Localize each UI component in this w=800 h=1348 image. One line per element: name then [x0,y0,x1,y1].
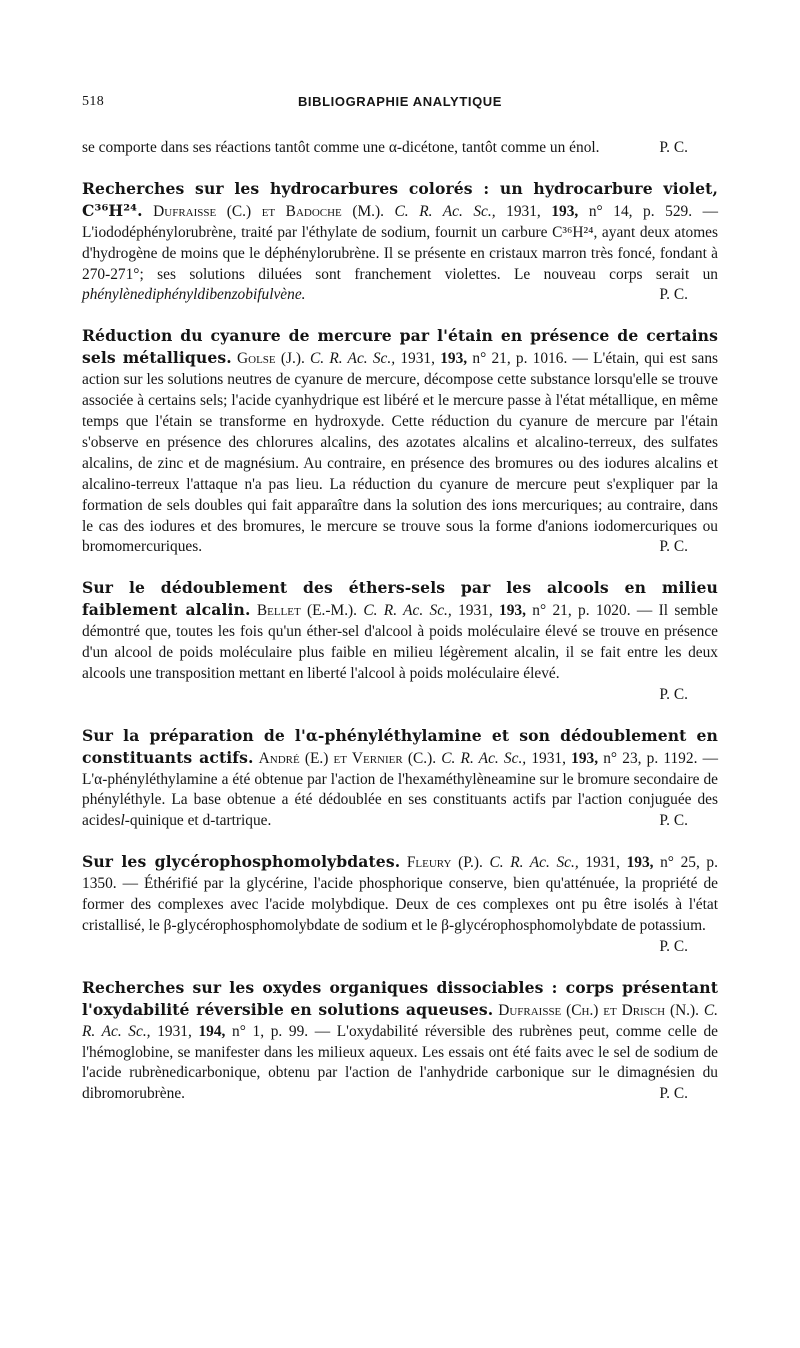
entry-title: Réduction du cyanure de mercure par l'étain en présence de certains sels métalliques. [82,326,718,368]
entry-journal: C. R. Ac. Sc., [489,854,579,872]
page-number: 518 [82,94,105,109]
entry-issue-page: n° 23, p. 1192. [603,749,698,767]
entry-year: 1931, [458,602,493,620]
entry-body-italic: phénylènediphényldibenzobifulvène. [82,286,306,304]
entry-body: — L'étain, qui est sans action sur les solutions neutres de cyanure de mercure, décompose cette substance lorsqu'elle se trouve associée à certains sels; l'acide cyanhydrique est libéré et le mercure passe à l'état métallique, en même temps que l'étain se transforme en hydroxyde. Cette réduction du cyanure de mercure par l'étain s'observe en présence des chlorures alcalins, des azotates alcalins et alcalino-terreux, des sulfates alcalins, de zinc et de magnésium. Au contraire, en présence des bromures ou des iodures alcalins et alcalino-terreux l'attaque n'a pas lieu. La réduction du cyanure de mercure peut s'expliquer par la formation de sels doubles qui fait apparaître dans la solution des ions mercuriques; au contraire, dans le cas des iodures et des bromures, le mercure se trouve sous la forme d'anions iodomercuriques ou bromomercuriques. [82,350,719,556]
entry-authors: André (E.) et Vernier (C.). [258,749,437,767]
entry-body: — Éthérifié par la glycérine, l'acide phosphorique conserve, bien qu'atténuée, la propriété de former des complexes avec l'acide molybdique. Deux de ces complexes ont pu être isolés à l'état cristallisé, le β-glycérophosphomolybdate de sodium et le β-glycérophosphomolybdate de potassium. [82,875,718,934]
entry-year: 1931, [506,202,541,220]
entry-signature: P. C. [659,538,688,556]
entry-issue-page: n° 21, p. 1020. [532,602,631,620]
abstract-entry [82,852,718,958]
entry-issue-page: n° 1, p. 99. [232,1022,309,1040]
entry-title: Sur le dédoublement des éthers-sels par les alcools en milieu faiblement alcalin. [82,578,718,620]
page-header [82,94,718,114]
entry-title: Recherches sur les hydrocarbures colorés : un hydrocarbure violet, C³⁶H²⁴. [82,178,718,220]
entry-volume: 193, [440,350,468,368]
entry-authors: Bellet (E.-M.). [256,602,358,620]
entry-authors: Fleury (P.). [406,854,483,872]
entry-body-end: -quinique et d-tartrique. [124,812,272,830]
entry-body: — L'iododéphénylorubrène, traité par l'éthylate de sodium, fournit un carbure C³⁶H²⁴, ayant deux atomes d'hydrogène de moins que le déphénylorubrène. Il se présente en cristaux marron très foncé, fondant à 270-271°; ses solutions diluées sont franchement violettes. Le nouveau corps serait un [82,202,719,283]
entry-year: 1931, [157,1022,192,1040]
entry-volume: 193, [499,602,526,620]
entry-volume: 193, [626,854,654,872]
entry-journal: C. R. Ac. Sc., [441,749,527,767]
abstract-entry [82,978,718,1105]
abstract-entry [82,179,718,306]
entry-authors: Dufraisse (Ch.) et Drisch (N.). [498,1001,699,1019]
intro-signature: P. C. [659,139,688,156]
entry-title: Sur la préparation de l'α-phényléthylamine et son dédoublement en constituants actifs. [82,725,718,767]
entry-volume: 193, [571,749,599,767]
entry-body: — Il semble démontré que, toutes les fois qu'un éther-sel d'alcool à poids moléculaire élevé se trouve en présence d'un alcool de poids moléculaire plus faible en milieu légèrement alcalin, il se fait entre les deux alcools une transposition mettant en liberté l'alcool à poids moléculaire élevé. [82,602,718,682]
intro-paragraph [82,138,718,159]
entry-signature: P. C. [659,812,688,830]
intro-text: se comporte dans ses réactions tantôt comme une α-dicétone, tantôt comme un énol. [82,139,600,156]
entry-issue-page: n° 21, p. 1016. [472,350,568,368]
entry-authors: Dufraisse (C.) et Badoche (M.). [153,202,384,220]
entry-authors: Golse (J.). [237,350,305,368]
entry-body: — L'α-phényléthylamine a été obtenue par l'action de l'hexaméthylèneamine sur le bromure secondaire de phényléthyle. La base obtenue a été dédoublée en ses constituants actifs par l'action conjuguée des acides [82,749,718,830]
entry-volume: 193, [551,202,579,220]
document-page [82,94,718,1105]
abstract-entry [82,326,718,558]
entry-volume: 194, [198,1022,226,1040]
entry-title: Recherches sur les oxydes organiques dissociables : corps présentant l'oxydabilité réversible en solutions aqueuses. [82,977,718,1019]
entry-year: 1931, [531,749,566,767]
abstract-entry [82,578,718,705]
entry-journal: C. R. Ac. Sc., [394,202,496,220]
entry-issue-page: n° 14, p. 529. [588,202,693,220]
entry-body: — L'oxydabilité réversible des rubrènes peut, comme celle de l'hémoglobine, se manifester dans les milieux aqueux. Les essais ont été faits avec le sel de sodium de l'acide rubrènedicarbonique, obtenu par l'action de l'anhydride carbonique sur le dimagnésien du dibromorubrène. [82,1022,719,1103]
running-title: BIBLIOGRAPHIE ANALYTIQUE [297,94,503,109]
entry-journal: C. R. Ac. Sc., [310,350,396,368]
entry-journal: C. R. Ac. Sc., [82,1001,718,1040]
entry-year: 1931, [400,350,435,368]
entry-issue-page: n° 25, p. 1350. [82,854,718,893]
entry-title: Sur les glycérophosphomolybdates. [82,852,401,872]
entry-signature: P. C. [659,286,688,304]
abstract-entry [82,726,718,833]
entry-body-italic: l [120,812,125,830]
entry-signature: P. C. [659,1085,688,1103]
entry-journal: C. R. Ac. Sc., [363,602,452,620]
entry-year: 1931, [585,854,620,872]
entry-signature: P. C. [659,937,688,955]
entry-signature: P. C. [659,685,688,703]
